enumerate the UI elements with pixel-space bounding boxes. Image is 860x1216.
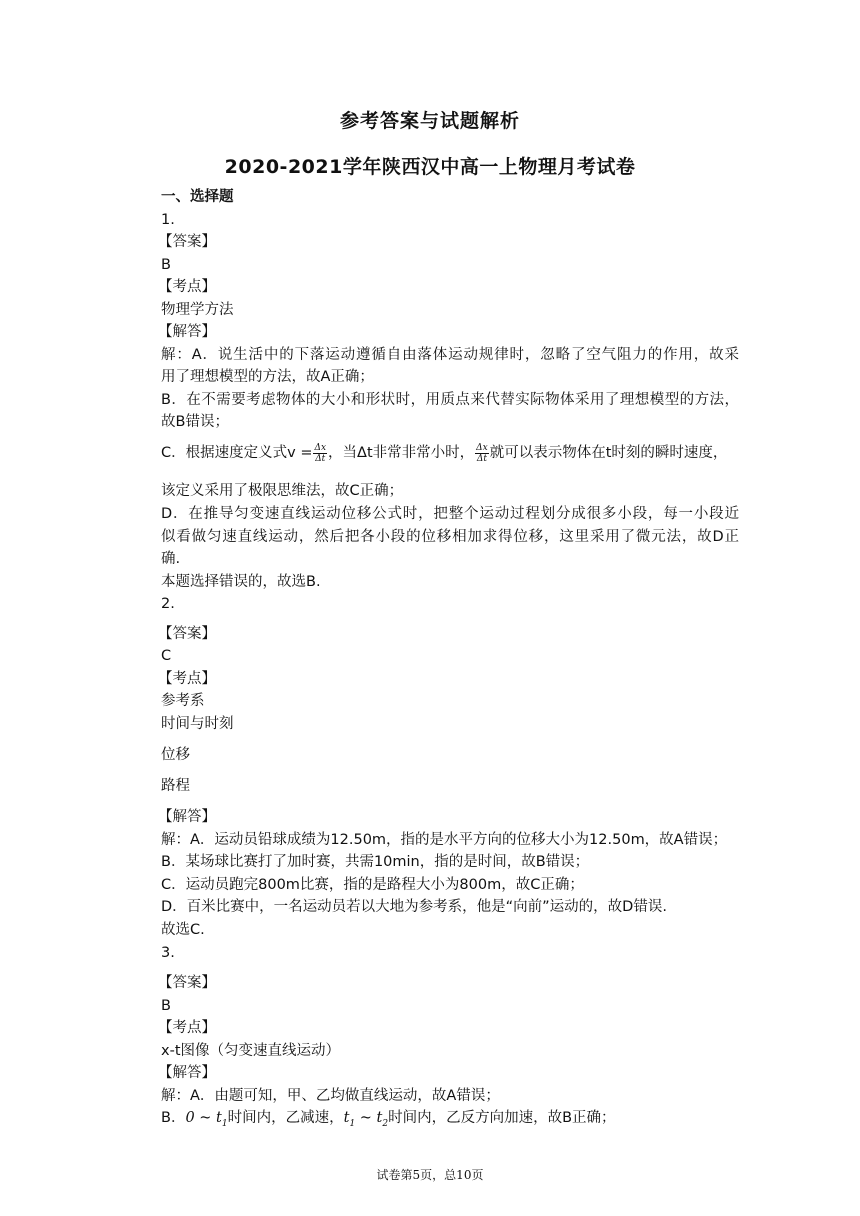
formula-subscript: 1 xyxy=(221,1118,228,1129)
question-number: 3. xyxy=(161,945,175,961)
point-value: 路程 xyxy=(161,778,190,794)
exam-title: 2020-2021学年陕西汉中高一上物理月考试卷 xyxy=(224,156,636,178)
solution-line: D．百米比赛中，一名运动员若以大地为参考系，他是“向前”运动的，故D错误. xyxy=(161,899,667,915)
solution-label: 【解答】 xyxy=(158,809,216,825)
formula-text: 时间内，乙减速， xyxy=(227,1110,344,1126)
answer-value: B xyxy=(161,998,171,1014)
point-label: 【考点】 xyxy=(158,279,216,295)
page-title: 参考答案与试题解析 xyxy=(339,110,520,132)
answer-value: B xyxy=(161,257,171,273)
solution-line: 故选C. xyxy=(161,922,205,938)
point-label: 【考点】 xyxy=(158,1020,216,1036)
solution-line: 似看做匀速直线运动，然后把各小段的位移相加求得位移，这里采用了微元法，故D正 xyxy=(161,529,739,545)
solution-label: 【解答】 xyxy=(158,1065,216,1081)
solution-line: C．运动员跑完800m比赛，指的是路程大小为800m，故C正确； xyxy=(161,877,584,893)
point-value: 参考系 xyxy=(161,693,205,709)
answer-label: 【答案】 xyxy=(158,234,216,250)
formula-math: t xyxy=(343,1110,350,1126)
solution-line: 用了理想模型的方法，故A正确； xyxy=(161,369,374,385)
point-value: 物理学方法 xyxy=(161,302,234,318)
fraction-denominator: Δt xyxy=(476,453,487,464)
question-number: 2. xyxy=(161,596,175,612)
point-value: 位移 xyxy=(161,747,190,763)
formula-text: C．根据速度定义式v = xyxy=(161,445,313,461)
point-label: 【考点】 xyxy=(158,671,216,687)
page-footer: 试卷第5页，总10页 xyxy=(376,1168,484,1182)
solution-line: 故B错误； xyxy=(161,414,229,430)
formula-text: ，当Δt非常非常小时， xyxy=(328,445,475,461)
solution-line-formula xyxy=(161,1107,616,1129)
solution-line: B．在不需要考虑物体的大小和形状时，用质点来代替实际物体采用了理想模型的方法， xyxy=(161,392,739,408)
solution-line: D．在推导匀变速直线运动位移公式时，把整个运动过程划分成很多小段，每一小段近 xyxy=(161,506,739,522)
solution-line: 解：A．说生活中的下落运动遵循自由落体运动规律时，忽略了空气阻力的作用，故采 xyxy=(161,347,739,363)
question-number: 1. xyxy=(161,212,175,228)
solution-line: 解：A．运动员铅球成绩为12.50m，指的是水平方向的位移大小为12.50m，故A错误； xyxy=(161,832,728,848)
answer-value: C xyxy=(161,648,172,664)
formula-math: 0 ~ t xyxy=(185,1110,222,1126)
formula-text: 时间内，乙反方向加速，故B正确； xyxy=(388,1110,616,1126)
fraction-numerator: Δx xyxy=(314,442,327,453)
solution-line: 该定义采用了极限思维法，故C正确； xyxy=(161,483,404,499)
answer-label: 【答案】 xyxy=(158,975,216,991)
fraction xyxy=(313,443,327,464)
solution-line: 解：A．由题可知，甲、乙均做直线运动，故A错误； xyxy=(161,1088,500,1104)
fraction xyxy=(475,443,489,464)
section-heading: 一、选择题 xyxy=(161,189,234,205)
fraction-numerator: Δx xyxy=(476,442,488,453)
solution-line: B．某场球比赛打了加时赛，共需10min，指的是时间，故B错误； xyxy=(161,854,590,870)
point-value: 时间与时刻 xyxy=(161,716,234,732)
solution-label: 【解答】 xyxy=(158,324,216,340)
solution-line: 本题选择错误的，故选B. xyxy=(161,574,321,590)
solution-line-formula xyxy=(161,440,727,466)
fraction-denominator: Δt xyxy=(315,453,326,464)
formula-text: 就可以表示物体在t时刻的瞬时速度， xyxy=(489,445,728,461)
answer-label: 【答案】 xyxy=(158,626,216,642)
formula-text: B． xyxy=(161,1110,186,1126)
solution-line: 确. xyxy=(161,551,181,567)
formula-math: ~ t xyxy=(355,1110,383,1126)
point-value: x-t图像（匀变速直线运动） xyxy=(161,1043,340,1059)
formula-subscript: 1 xyxy=(349,1118,356,1129)
formula-subscript: 2 xyxy=(382,1118,389,1129)
